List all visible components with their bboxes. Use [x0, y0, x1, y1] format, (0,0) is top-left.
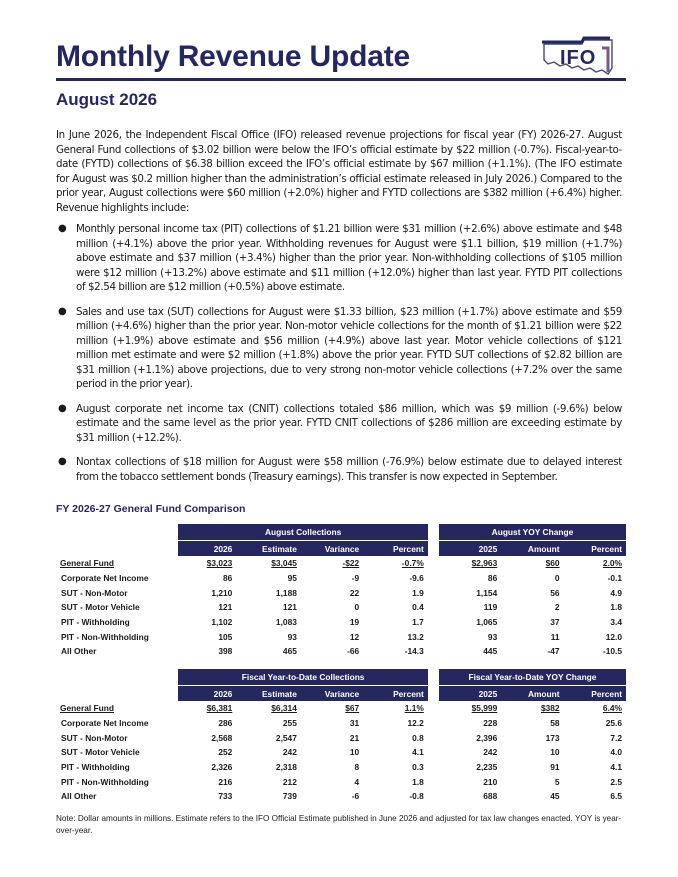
table-cell — [564, 556, 626, 571]
row-label: PIT - Non-Withholding — [61, 631, 149, 642]
cell-value: 1.1% — [404, 703, 424, 714]
table-cell — [363, 701, 428, 716]
column-header: Percent — [363, 686, 428, 702]
cell-value: 0.3 — [412, 762, 424, 773]
cell-value: -10.5 — [602, 646, 622, 657]
cell-value: 8 — [354, 762, 360, 773]
column-gap — [428, 600, 439, 615]
cell-value: -0.1 — [607, 573, 622, 584]
row-label: PIT - Withholding — [61, 617, 130, 628]
table-cell — [301, 789, 363, 804]
table-row — [56, 600, 626, 615]
cell-value: 1,188 — [275, 587, 297, 598]
table-cell — [363, 760, 428, 775]
table-cell — [501, 730, 563, 745]
table-cell — [501, 585, 563, 600]
bullet-text: Nontax collections of $18 million for August were $58 million (-76.9%) below estimate due to delayed interest from the tobacco settlement bonds (Treasury earnings). This transfer is now expected in September. — [76, 456, 622, 483]
table-cell — [564, 789, 626, 804]
highlight-nontax — [56, 455, 622, 484]
cell-value: 2,547 — [275, 732, 297, 743]
cell-value: 105 — [218, 631, 233, 642]
cell-value: 210 — [483, 776, 498, 787]
column-header: 2026 — [178, 686, 236, 702]
cell-value: 1,065 — [476, 617, 498, 628]
table-row-general-fund — [56, 556, 626, 571]
cell-value: 1.9 — [412, 587, 424, 598]
cell-value: -9 — [351, 573, 360, 584]
table-cell — [363, 774, 428, 789]
group-header-right: Fiscal Year-to-Date YOY Change — [439, 669, 626, 686]
cell-value: 91 — [550, 762, 560, 773]
table-cell — [564, 730, 626, 745]
table-cell — [439, 556, 501, 571]
table-cell — [439, 600, 501, 615]
cell-value: 242 — [282, 747, 297, 758]
table-cell — [439, 774, 501, 789]
table-cell — [301, 615, 363, 630]
cell-value: 119 — [483, 602, 498, 613]
cell-value: $5,999 — [471, 703, 498, 714]
cell-value: 2 — [554, 602, 560, 613]
table-cell — [178, 644, 236, 659]
cell-value: 93 — [487, 631, 498, 642]
column-header: Estimate — [236, 541, 301, 557]
cell-value: 4.0 — [610, 747, 622, 758]
cell-value: 2,318 — [275, 762, 297, 773]
table-cell — [439, 571, 501, 586]
table-cell — [178, 745, 236, 760]
cell-value: 1,102 — [211, 617, 233, 628]
table-row — [56, 774, 626, 789]
bullet-icon: ● — [58, 456, 67, 467]
cell-value: 95 — [287, 573, 297, 584]
cell-value: 2,396 — [476, 732, 498, 743]
table-row — [56, 716, 626, 731]
bullet-text: Monthly personal income tax (PIT) collections of $1.21 billion were $31 million (+2.6%) above estimate and $48 million (+4.1%) above the prior year. Withholding revenues for August were $1.1 billion, $19 million (+1.7%) above estimate and $37 million (+3.4%) higher than the prior year. Non-withholding collections of $105 million were $12 million (+13.2%) above estimate and $11 million (+12.0%) higher than last year. FYTD PIT collections of $2.54 billion are $12 million (+0.5%) above estimate. — [76, 223, 622, 293]
cell-value: 216 — [218, 776, 233, 787]
cell-value: $2,963 — [471, 558, 498, 569]
table-cell — [236, 615, 301, 630]
table-row — [56, 789, 626, 804]
cell-value: 212 — [282, 776, 297, 787]
table-cell — [439, 716, 501, 731]
column-header: Amount — [501, 541, 563, 557]
cell-value: $67 — [345, 703, 360, 714]
cell-value: 56 — [550, 587, 560, 598]
cell-value: -66 — [347, 646, 360, 657]
cell-value: 0 — [354, 602, 360, 613]
cell-value: 2.5 — [610, 776, 622, 787]
cell-value: $6,314 — [271, 703, 297, 714]
table-cell — [501, 644, 563, 659]
cell-value: 445 — [483, 646, 498, 657]
cell-value: -0.7% — [401, 558, 424, 569]
table-cell — [236, 644, 301, 659]
cell-value: $6,381 — [206, 703, 233, 714]
bullet-text: Sales and use tax (SUT) collections for August were $1.33 billion, $23 million (+1.7%) above estimate and $59 million (+4.6%) higher than the prior year. Non-motor vehicle collections for the month of $1.21 billion were $22 million (+1.9%) above estimate and $56 million (+4.9%) above last year. Motor vehicle collections of $121 million met estimate and were $2 million (+1.8%) above the prior year. FYTD SUT collections of $2.82 billion are $31 million (+1.1%) above projections, due to very strong non-motor vehicle collections (+7.2% over the same period in the prior year). — [76, 305, 622, 390]
table-cell — [564, 716, 626, 731]
cell-value: 1.8 — [412, 776, 424, 787]
table-row — [56, 615, 626, 630]
column-gap — [428, 629, 439, 644]
table-cell — [236, 629, 301, 644]
cell-value: 7.2 — [610, 732, 622, 743]
cell-value: 21 — [349, 732, 360, 743]
cell-value: 4 — [354, 776, 360, 787]
cell-value: 286 — [218, 718, 233, 729]
cell-value: 6.5 — [610, 791, 622, 802]
table-cell — [301, 644, 363, 659]
cell-value: 19 — [349, 617, 360, 628]
column-gap — [428, 730, 439, 745]
cell-value: 86 — [223, 573, 233, 584]
fytd-comparison-table — [56, 669, 626, 804]
row-label: SUT - Non-Motor — [61, 732, 128, 743]
cell-value: 228 — [483, 718, 498, 729]
cell-value: $3,023 — [206, 558, 233, 569]
cell-value: 739 — [282, 791, 297, 802]
table-cell — [439, 585, 501, 600]
cell-value: 4.1 — [412, 747, 424, 758]
cell-value: 11 — [550, 631, 560, 642]
cell-value: $60 — [545, 558, 560, 569]
table-cell — [363, 716, 428, 731]
column-header: Variance — [301, 686, 363, 702]
august-table-body — [56, 556, 626, 659]
cell-value: 255 — [282, 718, 297, 729]
page-subtitle: August 2026 — [56, 90, 158, 109]
cell-value: 6.4% — [602, 703, 622, 714]
logo-text: IFO — [560, 47, 597, 69]
table-cell — [236, 571, 301, 586]
cell-value: 733 — [218, 791, 233, 802]
cell-value: 10 — [349, 747, 360, 758]
column-header: Estimate — [236, 686, 301, 702]
table-section-title: FY 2026-27 General Fund Comparison — [56, 503, 246, 515]
cell-value: -14.3 — [404, 646, 424, 657]
table-cell — [501, 701, 563, 716]
column-gap — [428, 774, 439, 789]
table-cell — [363, 745, 428, 760]
cell-value: 22 — [349, 587, 360, 598]
table-cell — [236, 585, 301, 600]
table-cell — [501, 615, 563, 630]
table-cell — [501, 571, 563, 586]
cell-value: 10 — [550, 747, 560, 758]
cell-value: 465 — [282, 646, 297, 657]
cell-value: 45 — [550, 791, 560, 802]
cell-value: 12 — [349, 631, 360, 642]
bullet-icon: ● — [58, 402, 67, 414]
table-cell — [564, 585, 626, 600]
table-cell — [501, 760, 563, 775]
table-cell — [301, 701, 363, 716]
row-label: All Other — [61, 646, 97, 657]
column-header: Percent — [363, 541, 428, 557]
table-cell — [178, 615, 236, 630]
column-header: Percent — [564, 686, 626, 702]
table-cell — [564, 701, 626, 716]
cell-value: $382 — [540, 703, 560, 714]
highlight-sut — [56, 305, 622, 392]
table-cell — [564, 600, 626, 615]
table-cell — [564, 774, 626, 789]
table-row — [56, 571, 626, 586]
highlight-pit — [56, 222, 622, 295]
column-gap — [428, 701, 439, 716]
cell-value: 0.4 — [412, 602, 424, 613]
table-cell — [363, 615, 428, 630]
table-row — [56, 644, 626, 659]
table-cell — [178, 716, 236, 731]
cell-value: 86 — [487, 573, 498, 584]
row-label: Corporate Net Income — [61, 718, 149, 729]
table-cell — [178, 774, 236, 789]
column-gap — [428, 716, 439, 731]
cell-value: 37 — [550, 617, 560, 628]
column-header: 2025 — [439, 686, 501, 702]
cell-value: 0 — [554, 573, 560, 584]
row-label: Corporate Net Income — [61, 573, 149, 584]
table-cell — [236, 760, 301, 775]
cell-value: -9.6 — [409, 573, 424, 584]
row-label: PIT - Withholding — [61, 762, 130, 773]
column-gap — [428, 644, 439, 659]
table-cell — [501, 774, 563, 789]
table-row — [56, 745, 626, 760]
table-cell — [301, 571, 363, 586]
highlight-cnit — [56, 402, 622, 446]
table-cell — [301, 716, 363, 731]
table-cell — [178, 701, 236, 716]
table-cell — [363, 585, 428, 600]
table-cell — [501, 556, 563, 571]
row-label: All Other — [61, 791, 97, 802]
cell-value: -$22 — [342, 558, 360, 569]
column-gap — [428, 615, 439, 630]
intro-paragraph: In June 2026, the Independent Fiscal Office (IFO) released revenue projections for fiscal year (FY) 2026-27. August General Fund collections of $3.02 billion were below the IFO’s official estimate by $22 million (-0.7%). Fiscal-year-to-date (FYTD) collections of $6.38 billion exceed the IFO’s official estimate by $67 million (+1.1%). (The IFO estimate for August was $0.2 million higher than the administration’s official estimate released in July 2026.) Compared to the prior year, August collections were $60 million (+2.0%) higher and FYTD collections are $382 million (+6.4%) higher. Revenue highlights include: — [56, 129, 622, 214]
cell-value: -47 — [547, 646, 560, 657]
column-header: Percent — [564, 541, 626, 557]
row-label: General Fund — [60, 703, 114, 714]
table-cell — [236, 730, 301, 745]
table-cell — [301, 730, 363, 745]
bullet-icon: ● — [58, 305, 67, 317]
title-rule — [56, 78, 626, 81]
table-cell — [178, 571, 236, 586]
table-cell — [236, 774, 301, 789]
table-cell — [301, 760, 363, 775]
cell-value: 58 — [550, 718, 560, 729]
table-row — [56, 629, 626, 644]
column-gap — [428, 571, 439, 586]
table-cell — [236, 600, 301, 615]
cell-value: 12.2 — [407, 718, 424, 729]
row-label: General Fund — [60, 558, 114, 569]
cell-value: 1,083 — [275, 617, 297, 628]
cell-value: 2,235 — [476, 762, 498, 773]
cell-value: 31 — [349, 718, 360, 729]
table-cell — [236, 556, 301, 571]
table-cell — [178, 585, 236, 600]
column-gap — [428, 745, 439, 760]
table-cell — [439, 760, 501, 775]
column-gap — [428, 585, 439, 600]
cell-value: 121 — [282, 602, 297, 613]
table-cell — [439, 629, 501, 644]
table-cell — [301, 585, 363, 600]
column-header: 2025 — [439, 541, 501, 557]
cell-value: 688 — [483, 791, 498, 802]
table-cell — [178, 730, 236, 745]
cell-value: 242 — [483, 747, 498, 758]
table-cell — [178, 629, 236, 644]
table-cell — [178, 600, 236, 615]
cell-value: 4.9 — [610, 587, 622, 598]
table-cell — [178, 789, 236, 804]
table-cell — [501, 745, 563, 760]
cell-value: 25.6 — [605, 718, 622, 729]
column-gap — [428, 760, 439, 775]
table-cell — [178, 760, 236, 775]
cell-value: 173 — [545, 732, 560, 743]
table-cell — [564, 615, 626, 630]
cell-value: 1,210 — [211, 587, 233, 598]
cell-value: 121 — [218, 602, 233, 613]
cell-value: 252 — [218, 747, 233, 758]
cell-value: 5 — [554, 776, 560, 787]
table-cell — [501, 789, 563, 804]
cell-value: 12.0 — [605, 631, 622, 642]
table-cell — [501, 629, 563, 644]
table-cell — [439, 789, 501, 804]
table-cell — [564, 760, 626, 775]
cell-value: -0.8 — [409, 791, 424, 802]
column-header: 2026 — [178, 541, 236, 557]
fytd-table-body — [56, 701, 626, 804]
row-label: PIT - Non-Withholding — [61, 776, 149, 787]
table-cell — [363, 571, 428, 586]
table-cell — [439, 730, 501, 745]
table-cell — [236, 745, 301, 760]
table-cell — [564, 644, 626, 659]
table-cell — [363, 629, 428, 644]
table-cell — [363, 730, 428, 745]
row-label: SUT - Motor Vehicle — [61, 602, 140, 613]
column-gap — [428, 789, 439, 804]
page-title: Monthly Revenue Update — [56, 40, 410, 73]
table-cell — [301, 556, 363, 571]
table-cell — [439, 644, 501, 659]
cell-value: 2,326 — [211, 762, 233, 773]
table-cell — [564, 571, 626, 586]
cell-value: 1.7 — [412, 617, 424, 628]
table-row — [56, 585, 626, 600]
row-label: SUT - Non-Motor — [61, 587, 128, 598]
group-header-right: August YOY Change — [439, 524, 626, 541]
group-header-left: Fiscal Year-to-Date Collections — [178, 669, 427, 686]
table-row — [56, 730, 626, 745]
table-cell — [564, 745, 626, 760]
column-header: Amount — [501, 686, 563, 702]
cell-value: 2.0% — [602, 558, 622, 569]
table-cell — [236, 789, 301, 804]
table-cell — [501, 716, 563, 731]
table-cell — [363, 556, 428, 571]
cell-value: 0.8 — [412, 732, 424, 743]
cell-value: 2,568 — [211, 732, 233, 743]
table-cell — [236, 701, 301, 716]
cell-value: -6 — [351, 791, 360, 802]
table-cell — [501, 600, 563, 615]
row-label: SUT - Motor Vehicle — [61, 747, 140, 758]
table-cell — [301, 745, 363, 760]
table-cell — [236, 716, 301, 731]
cell-value: 93 — [287, 631, 297, 642]
table-cell — [301, 629, 363, 644]
table-cell — [178, 556, 236, 571]
table-cell — [439, 701, 501, 716]
cell-value: $3,045 — [271, 558, 297, 569]
cell-value: 1.8 — [610, 602, 622, 613]
highlights-list — [56, 222, 622, 494]
table-cell — [439, 615, 501, 630]
bullet-icon: ● — [58, 223, 67, 234]
cell-value: 3.4 — [610, 617, 622, 628]
table-cell — [363, 789, 428, 804]
group-header-left: August Collections — [178, 524, 427, 541]
table-cell — [363, 644, 428, 659]
table-footnote: Note: Dollar amounts in millions. Estimate refers to the IFO Official Estimate published in June 2026 and adjusted for tax law changes enacted. YOY is year-over-year. — [56, 814, 622, 835]
table-cell — [363, 600, 428, 615]
cell-value: 398 — [218, 646, 233, 657]
table-cell — [564, 629, 626, 644]
column-gap — [428, 556, 439, 571]
table-cell — [301, 600, 363, 615]
table-cell — [301, 774, 363, 789]
cell-value: 4.1 — [610, 762, 622, 773]
cell-value: 1,154 — [476, 587, 498, 598]
column-header: Variance — [301, 541, 363, 557]
cell-value: 13.2 — [407, 631, 424, 642]
table-row — [56, 760, 626, 775]
bullet-text: August corporate net income tax (CNIT) collections totaled $86 million, which was $9 million (-9.6%) below estimate and the same level as the prior year. FYTD CNIT collections of $286 million are exceeding estimate by $31 million (+12.2%). — [76, 402, 622, 444]
table-row-general-fund — [56, 701, 626, 716]
august-comparison-table — [56, 524, 626, 659]
table-cell — [439, 745, 501, 760]
